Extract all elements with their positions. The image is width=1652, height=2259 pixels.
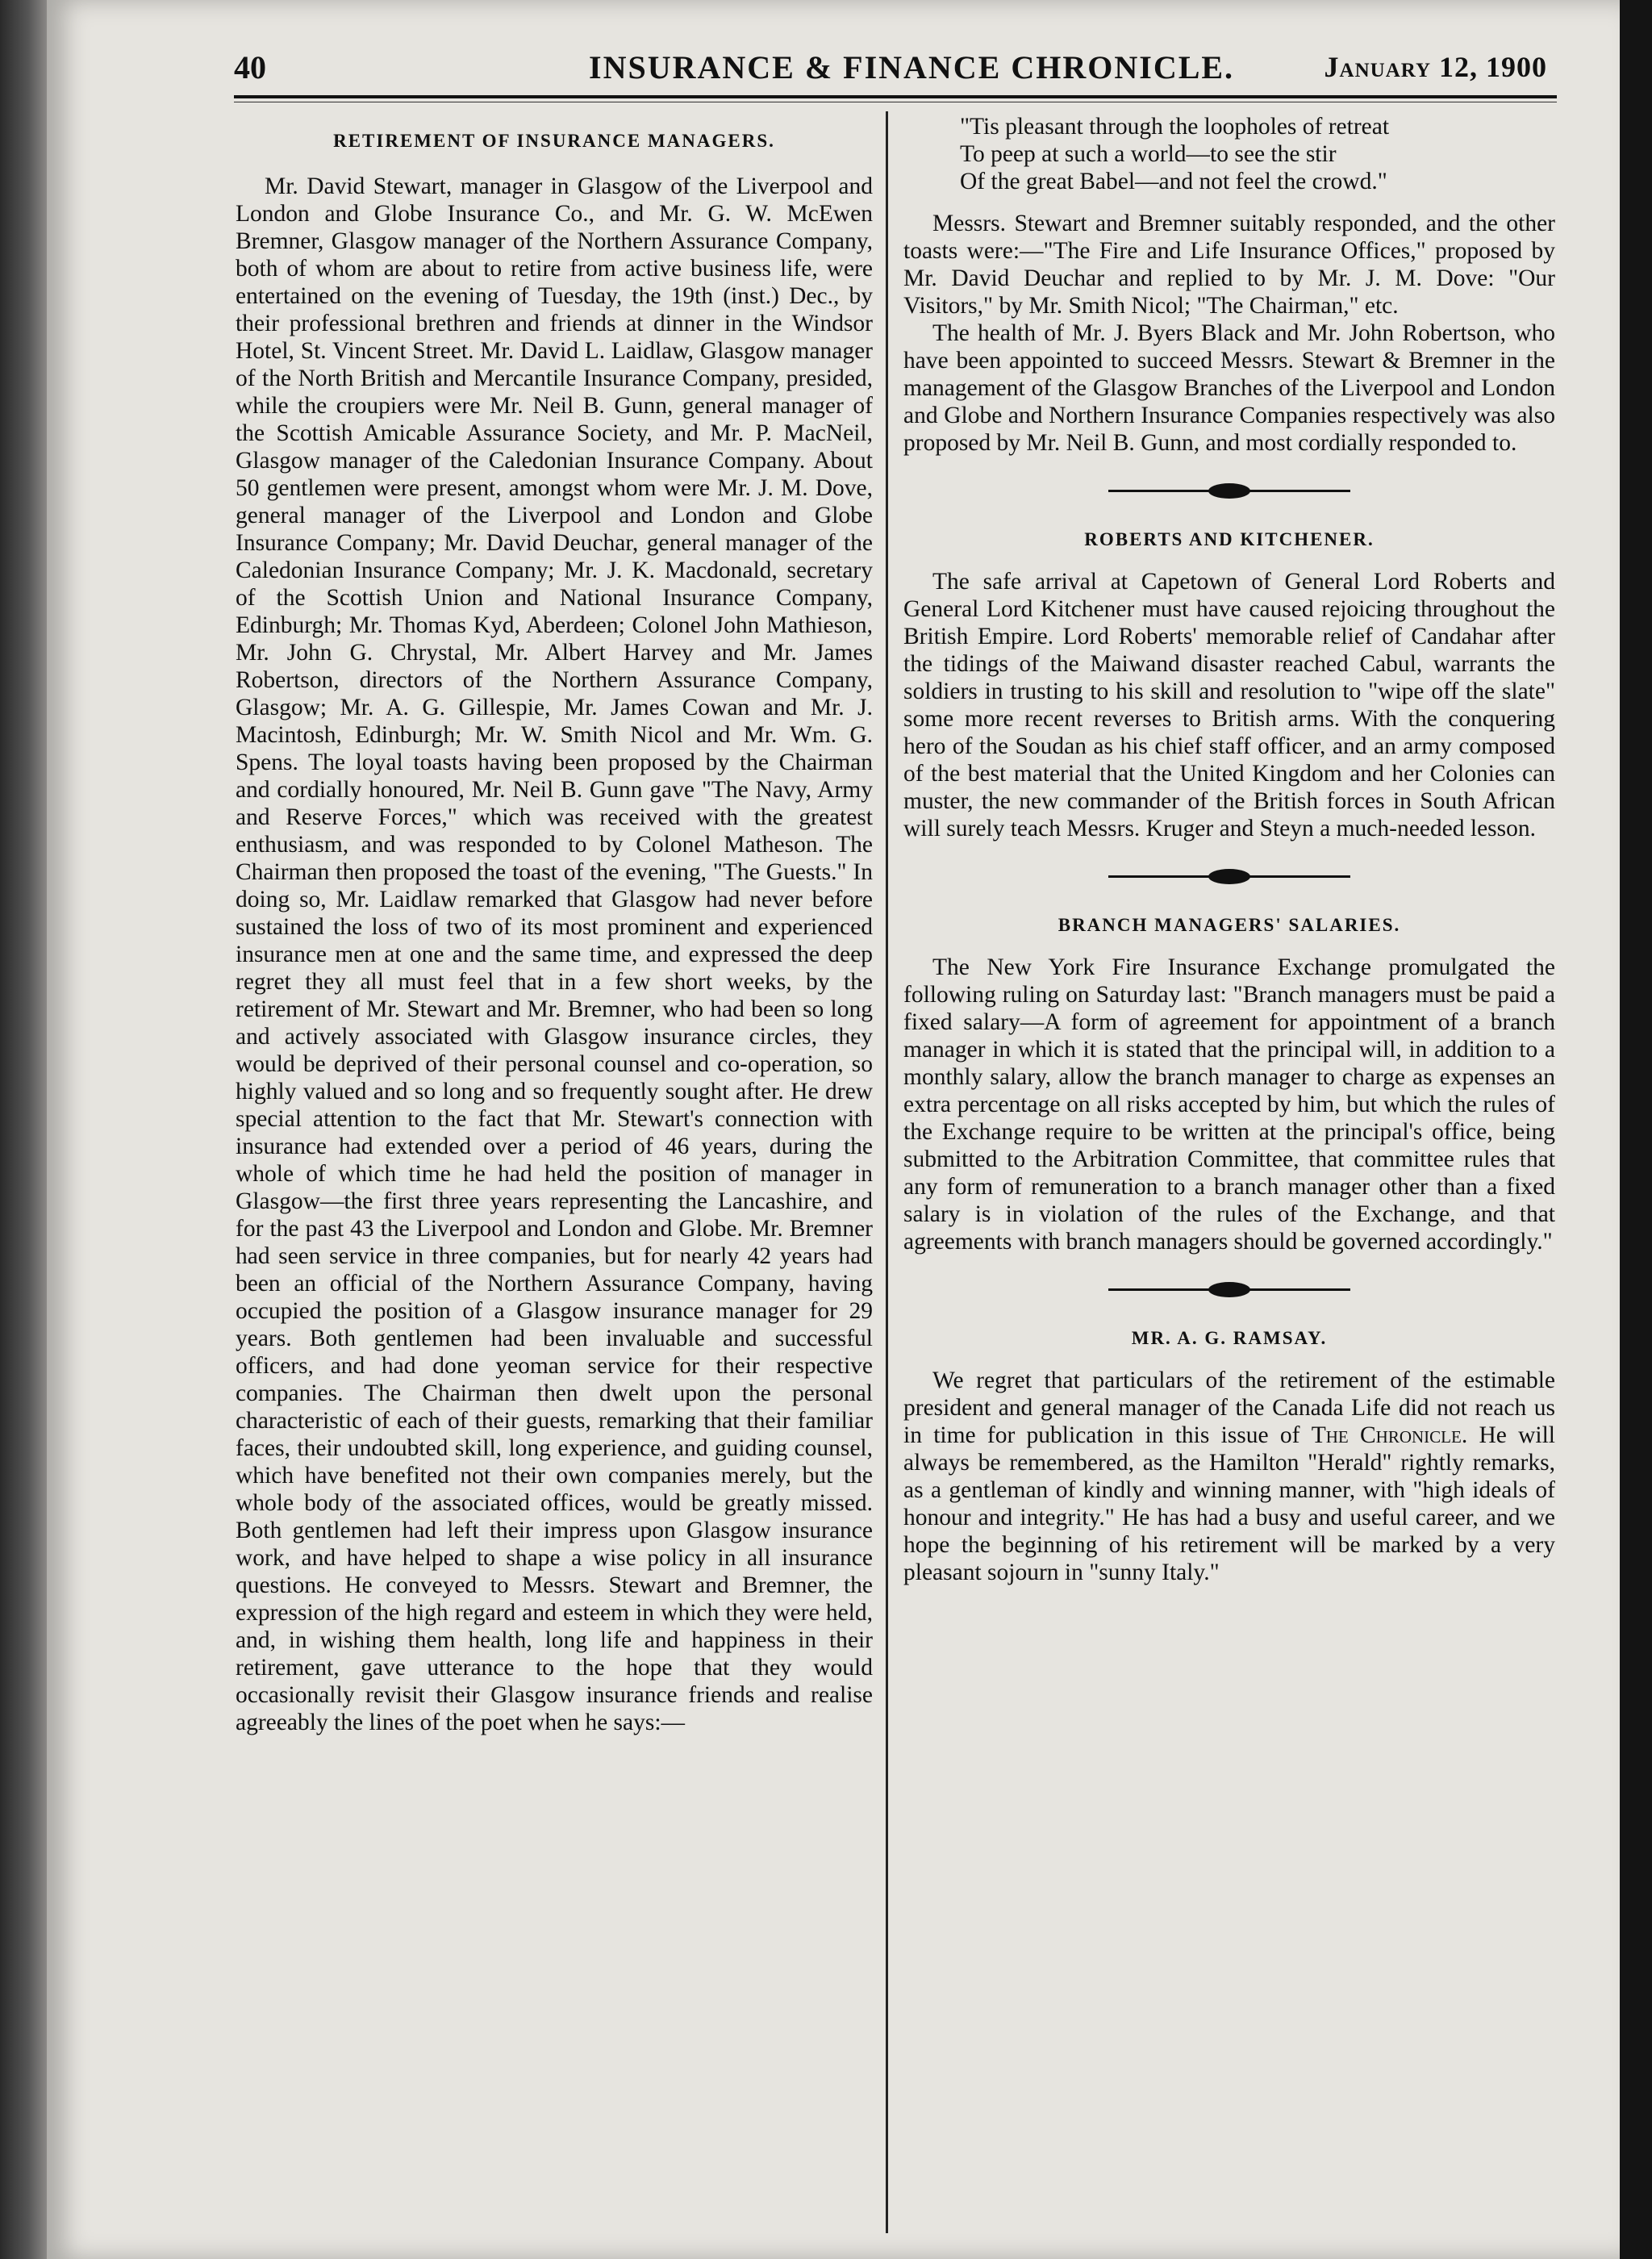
poem-quote (960, 113, 1555, 195)
page-number: 40 (234, 49, 266, 86)
left-column (236, 113, 873, 1736)
article-headline-ramsay: MR. A. G. RAMSAY. (1131, 1328, 1328, 1348)
column-divider (886, 111, 888, 2233)
page-binding-edge (0, 0, 47, 2259)
article-headline-salaries: BRANCH MANAGERS' SALARIES. (1058, 915, 1401, 935)
poem-line: To peep at such a world—to see the stir (960, 141, 1337, 167)
article-body-retirement-continued: Messrs. Stewart and Bremner suitably responded, and the other toasts were:—"The Fire and Life Insurance Offices," proposed by Mr. David Deuchar and replied to by Mr. J. M. Dove: "Our Visitors," by Mr. Smith Nicol; "The Chairman," etc. (903, 211, 1555, 319)
article-body-ramsay (903, 1367, 1555, 1586)
right-column (903, 113, 1555, 1586)
article-body-retirement: Mr. David Stewart, manager in Glasgow of the Liverpool and London and Globe Insurance Co., and Mr. G. W. McEwen Bremner, Glasgow manager of the Northern Assurance Company, both of whom are about to retire from active business life, were entertained on the evening of Tuesday, the 19th (inst.) Dec., by their professional brethren and friends at dinner in the Windsor Hotel, St. Vincent Street. Mr. David L. Laidlaw, Glasgow manager of the North British and Mercantile Insurance Company, presided, while the croupiers were Mr. Neil B. Gunn, general manager of the Scottish Amicable Assurance Society, and Mr. P. MacNeil, Glasgow manager of the Caledonian Insurance Company. About 50 gentlemen were present, amongst whom were Mr. J. M. Dove, general manager of the Liverpool and London and Globe Insurance Company; Mr. David Deuchar, general manager of the Caledonian Insurance Company; Mr. J. K. Macdonald, secretary of the Scottish Union and National Insurance Company, Edinburgh; Mr. Thomas Kyd, Aberdeen; Colonel John Mathieson, Mr. John G. Chrystal, Mr. Albert Harvey and Mr. James Robertson, directors of the Northern Assurance Company, Glasgow; Mr. A. G. Gillespie, Mr. James Cowan and Mr. J. Macintosh, Edinburgh; Mr. W. Smith Nicol and Mr. Wm. G. Spens. The loyal toasts having been proposed by the Chairman and cordially honoured, Mr. Neil B. Gunn gave "The Navy, Army and Reserve Forces," which was received with the greatest enthusiasm, and was responded to by Colonel Matheson. The Chairman then proposed the toast of the evening, "The Guests." In doing so, Mr. Laidlaw remarked that Glasgow had never before sustained the loss of two of its most prominent and experienced insurance men at one and the same time, and expressed the deep regret they all must feel that in a few short weeks, by the retirement of Mr. Stewart and Mr. Bremner, who had been so long and actively associated with Glasgow insurance circles, they would be deprived of their personal counsel and co-operation, so highly valued and so long and so frequently sought after. He drew special attention to the fact that Mr. Stewart's connection with insurance had extended over a period of 46 years, during the whole of which time he had held the position of manager in Glasgow—the first three years representing the Lancashire, and for the past 43 the Liverpool and London and Globe. Mr. Bremner had seen service in three companies, but for nearly 42 years had been an official of the Northern Assurance Company, having occupied the position of a Glasgow insurance manager for 29 years. Both gentlemen had been invaluable and successful officers, and had done yeoman service for their respective companies. The Chairman then dwelt upon the personal characteristic of each of their guests, remarking that their familiar faces, their undoubted skill, long experience, and guiding counsel, which have benefited not their own companies merely, but the whole body of the associated offices, would be greatly missed. Both gentlemen had left their impress upon Glasgow insurance work, and have helped to shape a wise policy in all insurance questions. He conveyed to Messrs. Stewart and Bremner, the expression of the high regard and esteem in which they were held, and, in wishing them health, long life and happiness in their retirement, gave utterance to the hope that they would occasionally revisit their Glasgow insurance friends and realise agreeably the lines of the poet when he says:— (236, 173, 873, 1735)
divider-ornament-icon (1208, 483, 1250, 499)
divider-ornament-icon (1208, 869, 1250, 884)
section-divider (1108, 479, 1350, 503)
publication-name: The Chronicle (1311, 1422, 1462, 1448)
header-rule (234, 95, 1557, 98)
article-body-salaries: The New York Fire Insurance Exchange promulgated the following ruling on Saturday last: "Branch managers must be paid a fixed salary—A form of agreement for appointment of a branch manager in which it is stated that the principal will, in addition to a monthly salary, allow the branch manager to charge as expenses an extra percentage on all risks accepted by him, but which the rules of the Exchange require to be written at the principal's office, being submitted to the Arbitration Committee, that committee rules that any form of remuneration to a branch manager other than a fixed salary is in violation of the rules of the Exchange, and that agreements with branch managers should be governed accordingly." (903, 954, 1555, 1255)
poem-line: Of the great Babel—and not feel the crowd." (960, 169, 1387, 194)
issue-date: January 12, 1900 (1324, 51, 1547, 83)
article-headline-roberts: ROBERTS AND KITCHENER. (1084, 529, 1375, 549)
article-headline-retirement: RETIREMENT OF INSURANCE MANAGERS. (333, 131, 775, 151)
section-divider (1108, 1278, 1350, 1302)
article-body-roberts: The safe arrival at Capetown of General Lord Roberts and General Lord Kitchener must have caused rejoicing throughout the British Empire. Lord Roberts' memorable relief of Candahar after the tidings of the Maiwand disaster reached Cabul, warrants the soldiers in trusting to his skill and resolution to "wipe off the slate" some more recent reverses to British arms. With the conquering hero of the Soudan as his chief staff officer, and an army composed of the best material that the United Kingdom and her Colonies can muster, the new commander of the British forces in South African will surely teach Messrs. Kruger and Steyn a much-needed lesson. (903, 569, 1555, 841)
poem-line: "Tis pleasant through the loopholes of retreat (960, 114, 1390, 140)
ramsay-text-before: We regret that particulars of the retirement of the estimable president and general manager of the Canada Life did not reach us in time for publication in this issue of (903, 1368, 1555, 1448)
ramsay-text-after: . He will always be remembered, as the Hamilton "Herald" rightly remarks, as a gentleman of kindly and winning manner, with "high ideals of honour and integrity." He has had a busy and useful career, and we hope the beginning of his retirement will be marked by a very pleasant sojourn in "sunny Italy." (903, 1422, 1555, 1585)
scan-border (1620, 0, 1652, 2259)
section-divider (1108, 865, 1350, 889)
page-header (234, 42, 1557, 98)
article-body-successors: The health of Mr. J. Byers Black and Mr. John Robertson, who have been appointed to succeed Messrs. Stewart & Bremner in the management of the Glasgow Branches of the Liverpool and London and Globe and Northern Insurance Companies respectively was also proposed by Mr. Neil B. Gunn, and most cordially responded to. (903, 320, 1555, 456)
journal-title: INSURANCE & FINANCE CHRONICLE. (589, 49, 1235, 86)
divider-ornament-icon (1208, 1282, 1250, 1297)
